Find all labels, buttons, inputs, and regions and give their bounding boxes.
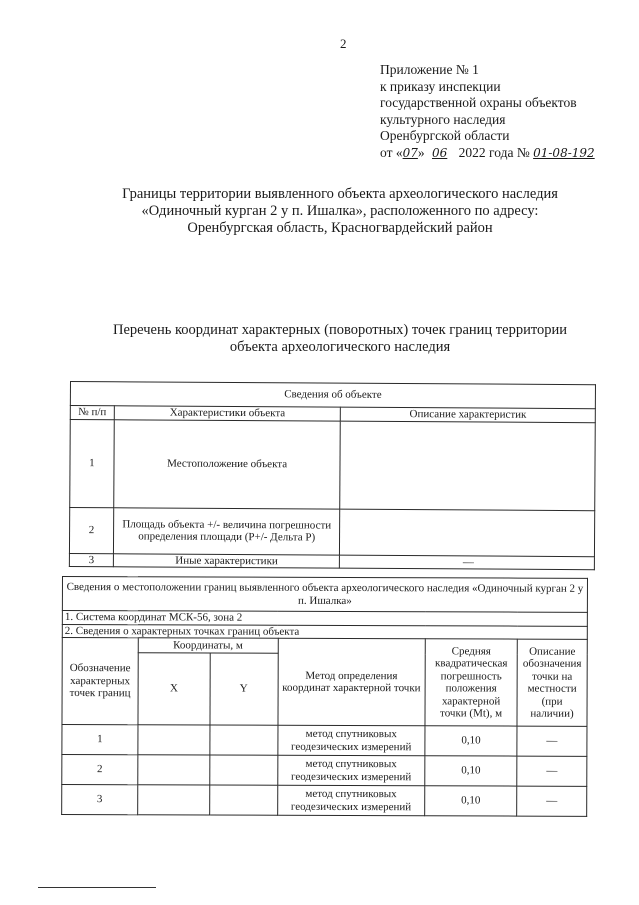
row-num: 1 <box>70 419 114 507</box>
col-num-header: № п/п <box>70 406 114 420</box>
title-line-3: Оренбургская область, Красногвардейский район <box>187 220 493 236</box>
y-cell <box>209 785 277 815</box>
point-cell: 2 <box>62 755 138 785</box>
appendix-line-3: государственной охраны объектов <box>380 95 577 110</box>
col-point-header: Обозначение характерных точек границ <box>62 638 138 725</box>
boundary-table-header: Сведения о местоположении границ выявленного объекта археологического наследия «Одиночный курган 2 у п. Ишалка» <box>62 577 587 613</box>
marking-cell: — <box>517 756 587 786</box>
marking-cell: — <box>517 786 587 816</box>
list-title-line-2: объекта археологического наследия <box>229 339 451 355</box>
method-cell: метод спутниковых геодезических измерений <box>277 755 425 786</box>
date-day: 07 <box>402 145 418 160</box>
marking-cell: — <box>517 726 587 756</box>
coord-system-row: 1. Система координат МСК-56, зона 2 <box>62 611 587 626</box>
date-mid: » <box>417 144 425 160</box>
table-row <box>62 785 587 817</box>
appendix-line-5: Оренбургской области <box>380 128 510 143</box>
x-cell <box>138 785 210 815</box>
col-method-header: Метод определения координат характерной точки <box>277 638 425 726</box>
row-num: 3 <box>69 553 113 567</box>
table-row <box>69 507 594 556</box>
col-x-header: X <box>138 653 210 725</box>
table-row <box>69 553 594 570</box>
appendix-date-line <box>380 145 595 162</box>
row-desc: — <box>340 555 595 570</box>
y-cell <box>209 755 277 785</box>
point-cell: 1 <box>62 725 138 755</box>
list-title-line-1: Перечень координат характерных (поворотных) точек границ территории <box>112 322 568 338</box>
appendix-line-1: Приложение № 1 <box>380 62 479 77</box>
col-char-header: Характеристики объекта <box>114 406 341 421</box>
row-char: Площадь объекта +/- величина погрешности определения площади (Р+/- Дельта Р) <box>113 507 340 554</box>
object-table-header: Сведения об объекте <box>70 382 595 409</box>
order-number: 01-08-192 <box>533 145 595 160</box>
row-num: 2 <box>69 507 113 553</box>
error-cell: 0,10 <box>425 786 517 816</box>
appendix-line-4: культурного наследия <box>380 111 506 127</box>
date-year: 2022 года № <box>458 144 530 160</box>
table-row <box>62 755 587 787</box>
appendix-line-2: к приказу инспекции <box>380 78 501 94</box>
table-row <box>70 419 596 510</box>
x-cell <box>138 725 210 755</box>
points-info-row: 2. Сведения о характерных точках границ объекта <box>62 624 587 639</box>
row-desc <box>340 509 595 557</box>
page-number: 2 <box>340 36 347 51</box>
row-desc <box>340 421 595 511</box>
x-cell <box>138 755 210 785</box>
title-line-1: Границы территории выявленного объекта археологического наследия <box>122 186 558 202</box>
table-row <box>62 725 587 757</box>
col-y-header: Y <box>210 653 278 725</box>
col-coords-header: Координаты, м <box>138 638 278 653</box>
row-char: Местоположение объекта <box>114 419 341 508</box>
appendix-block <box>380 62 595 161</box>
date-prefix: от « <box>380 144 403 160</box>
boundary-points-table <box>61 576 588 817</box>
point-cell: 3 <box>62 785 138 815</box>
footnote-divider <box>38 887 156 888</box>
date-month: 06 <box>432 145 448 160</box>
list-title <box>80 322 600 356</box>
col-marking-header: Описание обозначения точки на местности (при наличии) <box>517 639 587 726</box>
method-cell: метод спутниковых геодезических измерений <box>277 785 425 816</box>
col-desc-header: Описание характеристик <box>341 407 596 422</box>
error-cell: 0,10 <box>425 726 517 756</box>
document-title <box>70 186 610 237</box>
error-cell: 0,10 <box>425 756 517 786</box>
title-line-2: «Одиночный курган 2 у п. Ишалка», расположенного по адресу: <box>141 203 539 219</box>
col-error-header: Средняя квадратическая погрешность положения характерной точки (Mt), м <box>425 639 517 726</box>
y-cell <box>210 725 278 755</box>
method-cell: метод спутниковых геодезических измерений <box>277 725 425 756</box>
row-char: Иные характеристики <box>113 553 340 568</box>
object-info-table <box>69 381 596 570</box>
